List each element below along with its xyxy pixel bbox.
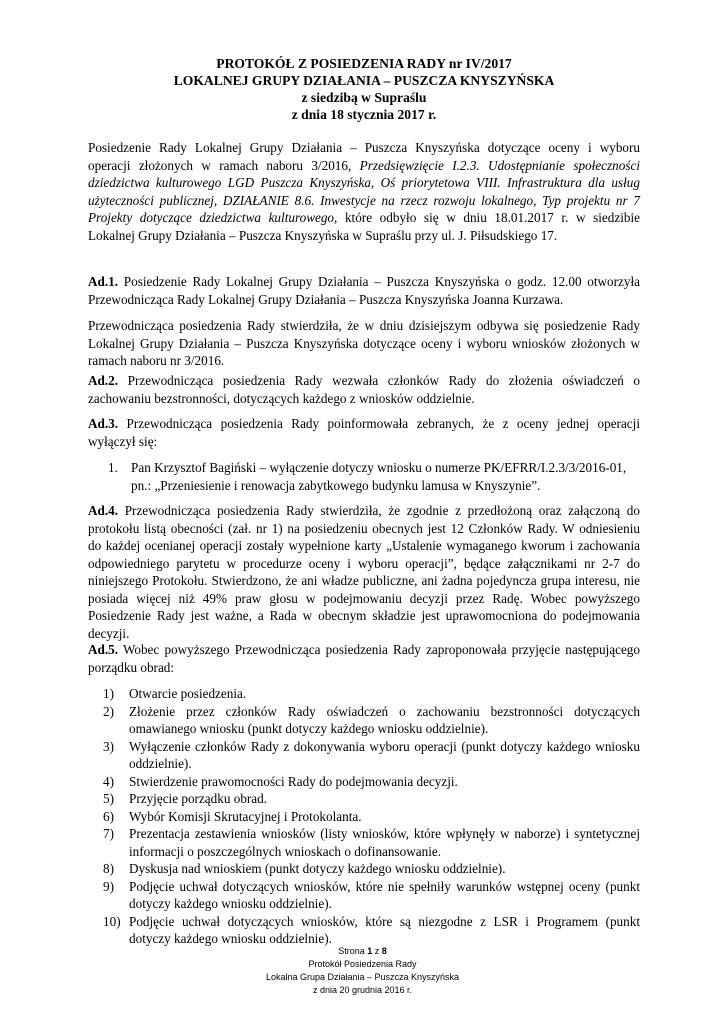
list-item	[103, 808, 640, 826]
list-number: 3)	[103, 738, 114, 754]
intro-italic: Przedsięwzięcie I.2.3. Udostępnianie społeczności	[359, 157, 640, 173]
list-text: Otwarcie posiedzenia.	[129, 686, 247, 701]
ad2-line	[88, 372, 640, 390]
ad1-paragraph	[88, 273, 640, 308]
ad4-text: Przewodnicząca posiedzenia Rady stwierdziła, że zgodnie z przedłożoną oraz załączoną do	[118, 503, 640, 518]
list-item	[103, 825, 640, 860]
list-number: 10)	[103, 913, 121, 929]
intro-text: , które odbyło się w dniu 18.01.2017 r. w siedzibie	[334, 210, 640, 225]
list-text: Podjęcie uchwał dotyczących wniosków, które nie spełniły warunków wstępnej oceny (punkt	[129, 878, 640, 894]
ad2-label: Ad.2.	[88, 373, 119, 388]
ad3-paragraph	[88, 415, 640, 450]
ad1-line	[88, 273, 640, 291]
footer-line: z dnia 20 grudnia 2016 r.	[312, 985, 413, 995]
page-label: Strona	[338, 946, 368, 956]
list-item	[103, 685, 640, 703]
list-text: Stwierdzenie prawomocności Rady do podejmowania decyzji.	[129, 773, 458, 789]
title-line-1: PROTOKÓŁ Z POSIEDZENIA RADY nr IV/2017	[216, 56, 512, 71]
list-text: Złożenie przez członków Rady oświadczeń o zachowaniu bezstronności dotyczących	[129, 703, 640, 719]
ad1-text: Posiedzenie Rady Lokalnej Grupy Działania – Puszcza Knyszyńska o godz. 12.00 otworzyła	[118, 274, 640, 289]
list-number: 4)	[103, 773, 114, 789]
list-number: 7)	[103, 826, 114, 841]
ad4-line: posiada więcej niż 49% praw głosu w podejmowaniu decyzji przez Radę. Wobec powyższego	[88, 590, 640, 606]
list-text: omawianego wniosku (punkt dotyczy każdego wniosku oddzielnie).	[129, 721, 489, 736]
list-item	[103, 860, 640, 878]
ad4-line: protokołu listą obecności (zał. nr 1) na posiedzeniu obecnych jest 12 Członków Rady. W odniesieniu	[88, 520, 640, 536]
statement-paragraph	[88, 317, 640, 370]
ad4-line: do każdej ocenianej operacji zostały wypełnione karty „Ustalenie wymaganego kworum i zachowania	[88, 538, 640, 553]
list-text: Podjęcie uchwał dotyczących wniosków, które są niezgodne z LSR i Programem (punkt	[129, 913, 640, 929]
ad4-line: decyzji.	[88, 625, 130, 641]
list-number: 9)	[103, 878, 114, 894]
list-text: Wybór Komisji Skrutacyjnej i Protokolanta.	[129, 808, 362, 824]
page-footer	[0, 945, 725, 997]
list-item	[108, 459, 640, 494]
list-item	[103, 773, 640, 791]
ad4-line: Posiedzenie Rady jest ważne, a Rada w obecnym składzie jest uprawomocniona do podejmowania	[88, 608, 640, 623]
list-item	[103, 703, 640, 738]
page-total: 8	[381, 946, 387, 956]
list-item	[103, 878, 640, 913]
intro-line: dziedzictwa kulturowego LGD Puszcza Knyszyńska, Oś priorytetowa VIII. Infrastruktura dla usług	[88, 175, 640, 190]
list-text: Prezentacja zestawienia wniosków (listy wniosków, które wpłynęły w naborze) i syntetycznej	[129, 826, 640, 841]
list-item	[103, 738, 640, 773]
title-line-2: LOKALNEJ GRUPY DZIAŁANIA – PUSZCZA KNYSZYŃSKA	[173, 73, 555, 88]
ad1-label: Ad.1.	[88, 274, 119, 289]
ad4-line	[88, 502, 640, 520]
ad2-text: Przewodnicząca posiedzenia Rady wezwała członków Rady do złożenia oświadczeń o	[118, 373, 640, 388]
intro-italic: Projekty dotyczące dziedzictwa kulturowego	[88, 210, 335, 225]
ad4-line: odpowiedniego parytetu w procedurze oceny i wyboru operacji”, będące załącznikami nr 2-7 do	[88, 555, 640, 571]
intro-line	[88, 157, 640, 175]
list-number: 6)	[103, 808, 114, 824]
document-title	[88, 55, 640, 123]
list-text: dotyczy każdego wniosku oddzielnie).	[129, 931, 332, 946]
ad5-line: porządku obrad:	[88, 659, 175, 675]
list-text: pn.: „Przeniesienie i renowacja zabytkowego budynku lamusa w Knyszynie”.	[131, 477, 541, 493]
intro-line: użyteczności publicznej, DZIAŁANIE 8.6. Inwestycje na rzecz rozwoju lokalnego, Typ projektu nr 7	[88, 192, 640, 208]
list-text: Przyjęcie porządku obrad.	[129, 791, 268, 806]
ad1-line: Przewodnicząca Rady Lokalnej Grupy Działania – Puszcza Knyszyńska Joanna Kurzawa.	[88, 291, 564, 307]
intro-line: Lokalnej Grupy Działania – Puszcza Knyszyńska w Supraślu przy ul. J. Piłsudskiego 17.	[88, 227, 558, 243]
ad3-label: Ad.3.	[88, 416, 119, 431]
ad5-paragraph	[88, 641, 640, 676]
ad4-line: niniejszego Protokołu. Stwierdzono, że ani władze publiczne, ani żadna pojedyncza grupa interesu, nie	[88, 573, 640, 588]
list-text: informacji o poszczególnych wnioskach o dofinansowanie.	[129, 843, 442, 859]
page-number	[0, 945, 725, 958]
title-line-3: z siedzibą w Supraślu	[301, 90, 427, 105]
ad5-label: Ad.5.	[88, 642, 119, 657]
ad2-paragraph	[88, 372, 640, 407]
ad3-text: Przewodnicząca posiedzenia Rady poinformowała zebranych, że z oceny jednej operacji	[118, 416, 640, 431]
page-current: 1	[367, 946, 373, 956]
list-text: oddzielnie).	[129, 756, 192, 771]
ad4-label: Ad.4.	[88, 503, 119, 518]
list-number: 1)	[103, 686, 114, 701]
ad5-line	[88, 641, 640, 659]
list-number: 1.	[108, 460, 118, 475]
list-item	[103, 790, 640, 808]
list-number: 8)	[103, 861, 114, 876]
statement-line: Lokalnej Grupy Działania – Puszcza Knyszyńska dotyczące oceny i wyboru wniosków złożonych w	[88, 335, 640, 351]
ad3-line	[88, 415, 640, 433]
agenda-list	[103, 685, 640, 948]
ad3-line: wyłączył się:	[88, 433, 158, 449]
footer-line: Lokalna Grupa Działania – Puszcza Knyszyńska	[265, 972, 460, 982]
statement-line: Przewodnicząca posiedzenia Rady stwierdziła, że w dniu dzisiejszym odbywa się posiedzenie Rady	[88, 318, 640, 333]
list-number: 2)	[103, 703, 114, 719]
list-item	[103, 913, 640, 948]
footer-line: Protokół Posiedzenia Rady	[308, 959, 417, 969]
exclusion-list	[108, 459, 640, 494]
ad4-paragraph	[88, 502, 640, 642]
list-number: 5)	[103, 791, 114, 806]
intro-paragraph	[88, 139, 640, 244]
statement-line: ramach naboru nr 3/2016.	[88, 353, 225, 368]
list-text: Dyskusja nad wnioskiem (punkt dotyczy każdego wniosku oddzielnie).	[129, 861, 506, 876]
intro-line: Posiedzenie Rady Lokalnej Grupy Działania – Puszcza Knyszyńska dotyczące oceny i wyboru	[88, 140, 640, 155]
page-sep: z	[372, 946, 382, 956]
intro-line	[88, 209, 640, 227]
title-line-4: z dnia 18 stycznia 2017 r.	[291, 107, 437, 122]
list-text: Pan Krzysztof Bagiński – wyłączenie dotyczy wniosku o numerze PK/EFRR/I.2.3/3/2016-01,	[131, 460, 627, 475]
list-text: dotyczy każdego wniosku oddzielnie).	[129, 896, 332, 911]
ad2-line: zachowaniu bezstronności, dotyczących każdego z wniosków oddzielnie.	[88, 390, 475, 406]
ad5-text: Wobec powyższego Przewodnicząca posiedzenia Rady zaproponowała przyjęcie następującego	[118, 642, 640, 657]
intro-text: operacji złożonych w ramach naboru 3/2016,	[88, 157, 360, 173]
list-text: Wyłączenie członków Rady z dokonywania wyboru operacji (punkt dotyczy każdego wniosku	[129, 738, 640, 754]
